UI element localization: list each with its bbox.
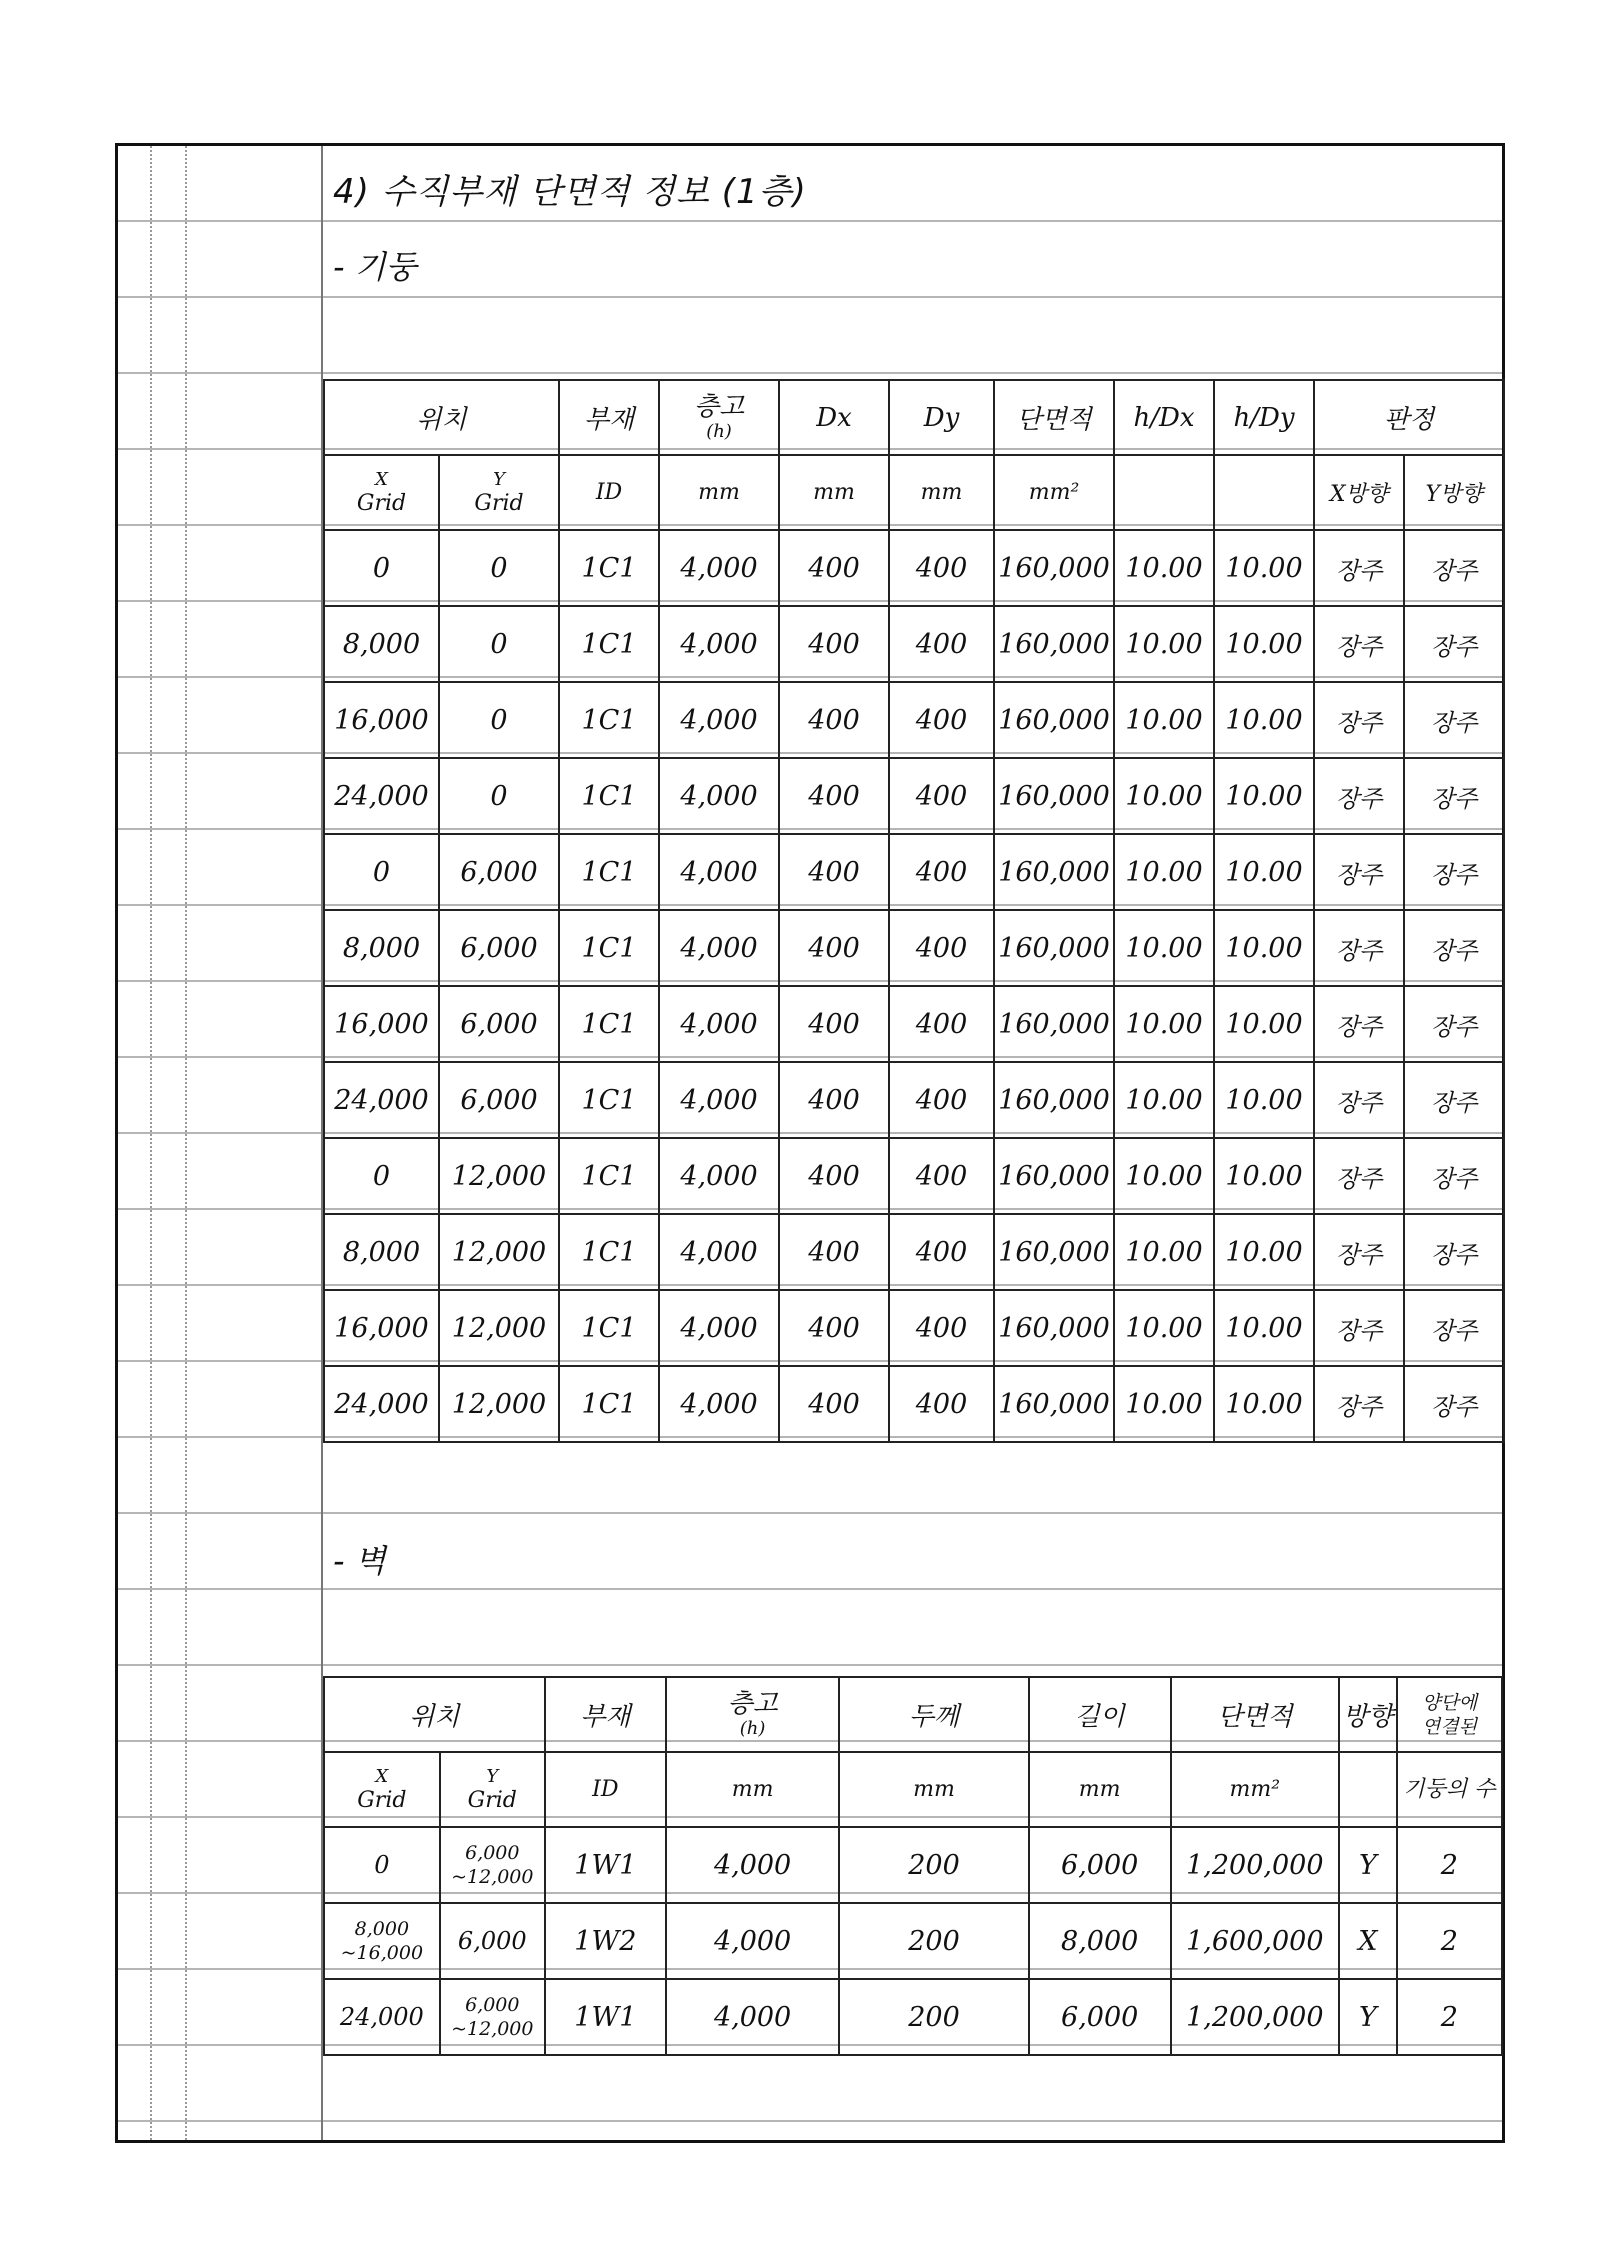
subheader-y-grid xyxy=(439,455,559,530)
cell-area: 160,000 xyxy=(994,530,1114,606)
cell-y: 12,000 xyxy=(439,1366,559,1442)
cell-id: 1C1 xyxy=(559,986,659,1062)
cell-hdy: 10.00 xyxy=(1214,834,1314,910)
cell-hdx: 10.00 xyxy=(1114,682,1214,758)
cell-x-end: ~16,000 xyxy=(340,1942,424,1964)
subheader-area-unit: mm² xyxy=(994,455,1114,530)
cell-dy: 400 xyxy=(889,606,994,682)
cell-dy: 400 xyxy=(889,530,994,606)
cell-x: 16,000 xyxy=(324,1290,439,1366)
cell-n: 2 xyxy=(1397,1979,1502,2055)
header-member: 부재 xyxy=(559,380,659,455)
cell-y-end: ~12,000 xyxy=(451,2018,534,2040)
cell-hdx: 10.00 xyxy=(1114,1290,1214,1366)
wall-header-length: 길이 xyxy=(1029,1677,1171,1752)
subheader-blank xyxy=(1114,455,1214,530)
wall-subheader-id: ID xyxy=(545,1752,666,1827)
cell-dx: 400 xyxy=(779,910,889,986)
wall-subheader-t-unit: mm xyxy=(839,1752,1028,1827)
subheader-x-grid-label: Grid xyxy=(356,491,407,516)
header-h-dx: h/Dx xyxy=(1114,380,1214,455)
cell-hdx: 10.00 xyxy=(1114,986,1214,1062)
cell-x: 24,000 xyxy=(324,1366,439,1442)
cell-x: 8,000 xyxy=(324,606,439,682)
header-dx: Dx xyxy=(779,380,889,455)
cell-h: 4,000 xyxy=(659,834,779,910)
cell-y: 6,000 xyxy=(439,910,559,986)
cell-jy: 장주 xyxy=(1404,986,1504,1062)
section-title: 4) 수직부재 단면적 정보 (1층) xyxy=(333,172,807,212)
cell-dy: 400 xyxy=(889,758,994,834)
cell-jy: 장주 xyxy=(1404,530,1504,606)
cell-x: 8,000 xyxy=(324,1214,439,1290)
cell-jx: 장주 xyxy=(1314,530,1404,606)
table-row xyxy=(324,1827,1502,1903)
cell-x: 0 xyxy=(324,530,439,606)
cell-id: 1W2 xyxy=(545,1903,666,1979)
margin-line xyxy=(150,146,152,2140)
cell-dy: 400 xyxy=(889,1138,994,1214)
header-height-sub: (h) xyxy=(706,420,732,442)
cell-x: 16,000 xyxy=(324,682,439,758)
cell-hdx: 10.00 xyxy=(1114,606,1214,682)
cell-x-start: 8,000 xyxy=(354,1918,410,1940)
cell-y: 0 xyxy=(439,606,559,682)
cell-jy: 장주 xyxy=(1404,1290,1504,1366)
cell-area: 1,200,000 xyxy=(1171,1979,1339,2055)
cell-hdy: 10.00 xyxy=(1214,1214,1314,1290)
cell-dx: 400 xyxy=(779,530,889,606)
cell-x: 24,000 xyxy=(324,1062,439,1138)
cell-hdy: 10.00 xyxy=(1214,986,1314,1062)
wall-subheader-y-grid-label: Grid xyxy=(467,1788,517,1813)
cell-jx: 장주 xyxy=(1314,1366,1404,1442)
wall-subheader-blank xyxy=(1339,1752,1397,1827)
table-row xyxy=(324,1214,1504,1290)
cell-area: 160,000 xyxy=(994,606,1114,682)
cell-h: 4,000 xyxy=(659,1062,779,1138)
cell-t: 200 xyxy=(839,1903,1028,1979)
cell-jy: 장주 xyxy=(1404,682,1504,758)
wall-table xyxy=(323,1676,1503,2056)
cell-jx: 장주 xyxy=(1314,834,1404,910)
subheader-x: X xyxy=(375,469,388,490)
cell-jy: 장주 xyxy=(1404,1138,1504,1214)
cell-jy: 장주 xyxy=(1404,1062,1504,1138)
cell-dy: 400 xyxy=(889,910,994,986)
cell-jx: 장주 xyxy=(1314,910,1404,986)
cell-hdx: 10.00 xyxy=(1114,530,1214,606)
cell-dy: 400 xyxy=(889,1062,994,1138)
cell-x: 0 xyxy=(324,1138,439,1214)
cell-x: 0 xyxy=(324,834,439,910)
cell-jy: 장주 xyxy=(1404,834,1504,910)
cell-area: 160,000 xyxy=(994,986,1114,1062)
cell-id: 1C1 xyxy=(559,834,659,910)
cell-hdx: 10.00 xyxy=(1114,910,1214,986)
cell-jx: 장주 xyxy=(1314,1062,1404,1138)
header-position: 위치 xyxy=(324,380,559,455)
wall-header-ends-2: 연결된 xyxy=(1421,1715,1477,1738)
cell-dx: 400 xyxy=(779,1214,889,1290)
table-row xyxy=(324,1366,1504,1442)
wall-subheader-y-grid xyxy=(440,1752,545,1827)
cell-h: 4,000 xyxy=(666,1903,840,1979)
table-row xyxy=(324,1290,1504,1366)
cell-id: 1C1 xyxy=(559,910,659,986)
header-judgement: 판정 xyxy=(1314,380,1504,455)
cell-area: 160,000 xyxy=(994,910,1114,986)
cell-area: 160,000 xyxy=(994,1138,1114,1214)
wall-header-height xyxy=(666,1677,840,1752)
subheader-x-grid xyxy=(324,455,439,530)
cell-h: 4,000 xyxy=(659,910,779,986)
cell-hdy: 10.00 xyxy=(1214,1366,1314,1442)
cell-h: 4,000 xyxy=(659,986,779,1062)
cell-y: 6,000 xyxy=(439,1062,559,1138)
cell-dy: 400 xyxy=(889,986,994,1062)
cell-y: 6,000 xyxy=(440,1903,545,1979)
wall-header-position: 위치 xyxy=(324,1677,545,1752)
cell-hdx: 10.00 xyxy=(1114,1062,1214,1138)
subheader-id: ID xyxy=(559,455,659,530)
cell-l: 8,000 xyxy=(1029,1903,1171,1979)
cell-n: 2 xyxy=(1397,1903,1502,1979)
cell-l: 6,000 xyxy=(1029,1827,1171,1903)
cell-dy: 400 xyxy=(889,1290,994,1366)
cell-dx: 400 xyxy=(779,758,889,834)
cell-y: 0 xyxy=(439,758,559,834)
table-row xyxy=(324,606,1504,682)
cell-l: 6,000 xyxy=(1029,1979,1171,2055)
cell-hdy: 10.00 xyxy=(1214,606,1314,682)
table-row xyxy=(324,986,1504,1062)
wall-section-label: - 벽 xyxy=(333,1542,386,1580)
wall-header-area: 단면적 xyxy=(1171,1677,1339,1752)
wall-header-direction: 방향 xyxy=(1339,1677,1397,1752)
cell-h: 4,000 xyxy=(659,530,779,606)
table-row xyxy=(324,682,1504,758)
cell-x: 16,000 xyxy=(324,986,439,1062)
cell-jx: 장주 xyxy=(1314,1290,1404,1366)
cell-id: 1W1 xyxy=(545,1827,666,1903)
table-row xyxy=(324,1062,1504,1138)
wall-header-ends xyxy=(1397,1677,1502,1752)
cell-id: 1C1 xyxy=(559,1290,659,1366)
cell-jx: 장주 xyxy=(1314,758,1404,834)
cell-dx: 400 xyxy=(779,834,889,910)
cell-n: 2 xyxy=(1397,1827,1502,1903)
subheader-x-dir: X방향 xyxy=(1314,455,1404,530)
header-height xyxy=(659,380,779,455)
header-h-dy: h/Dy xyxy=(1214,380,1314,455)
subheader-y-dir: Y방향 xyxy=(1404,455,1504,530)
cell-hdy: 10.00 xyxy=(1214,910,1314,986)
cell-id: 1C1 xyxy=(559,530,659,606)
wall-subheader-x-grid xyxy=(324,1752,440,1827)
cell-hdy: 10.00 xyxy=(1214,1138,1314,1214)
wall-header-height-label: 층고 xyxy=(727,1688,778,1719)
table-row xyxy=(324,530,1504,606)
wall-subheader-y: Y xyxy=(486,1766,499,1787)
cell-h: 4,000 xyxy=(666,1827,840,1903)
table-row xyxy=(324,1903,1502,1979)
cell-dy: 400 xyxy=(889,1214,994,1290)
cell-dx: 400 xyxy=(779,1062,889,1138)
cell-h: 4,000 xyxy=(659,758,779,834)
wall-subheader-x-grid-label: Grid xyxy=(357,1788,407,1813)
cell-h: 4,000 xyxy=(666,1979,840,2055)
grid-paper-sheet xyxy=(115,143,1505,2143)
cell-id: 1C1 xyxy=(559,1062,659,1138)
cell-y: 12,000 xyxy=(439,1290,559,1366)
cell-t: 200 xyxy=(839,1827,1028,1903)
cell-dx: 400 xyxy=(779,1366,889,1442)
cell-y xyxy=(440,1979,545,2055)
cell-x: 8,000 xyxy=(324,910,439,986)
header-height-label: 층고 xyxy=(693,391,745,422)
cell-y-start: 6,000 xyxy=(465,1842,520,1864)
cell-y: 12,000 xyxy=(439,1214,559,1290)
cell-area: 1,600,000 xyxy=(1171,1903,1339,1979)
cell-area: 160,000 xyxy=(994,1214,1114,1290)
cell-jx: 장주 xyxy=(1314,606,1404,682)
wall-header-thickness: 두께 xyxy=(839,1677,1028,1752)
subheader-dx-unit: mm xyxy=(779,455,889,530)
cell-hdx: 10.00 xyxy=(1114,1138,1214,1214)
cell-dx: 400 xyxy=(779,1138,889,1214)
cell-hdx: 10.00 xyxy=(1114,758,1214,834)
wall-subheader-area-unit: mm² xyxy=(1171,1752,1339,1827)
wall-header-height-sub: (h) xyxy=(739,1717,766,1739)
cell-h: 4,000 xyxy=(659,1290,779,1366)
wall-header-member: 부재 xyxy=(545,1677,666,1752)
cell-hdy: 10.00 xyxy=(1214,758,1314,834)
cell-hdy: 10.00 xyxy=(1214,682,1314,758)
cell-y xyxy=(440,1827,545,1903)
cell-area: 160,000 xyxy=(994,682,1114,758)
header-area: 단면적 xyxy=(994,380,1114,455)
cell-y: 0 xyxy=(439,682,559,758)
cell-hdy: 10.00 xyxy=(1214,1290,1314,1366)
cell-x: 0 xyxy=(324,1827,440,1903)
cell-h: 4,000 xyxy=(659,1214,779,1290)
cell-x xyxy=(324,1903,440,1979)
margin-line xyxy=(185,146,187,2140)
cell-y: 6,000 xyxy=(439,834,559,910)
column-table xyxy=(323,379,1505,1443)
cell-dx: 400 xyxy=(779,1290,889,1366)
header-dy: Dy xyxy=(889,380,994,455)
cell-id: 1C1 xyxy=(559,1214,659,1290)
cell-jx: 장주 xyxy=(1314,986,1404,1062)
cell-x: 24,000 xyxy=(324,1979,440,2055)
subheader-dy-unit: mm xyxy=(889,455,994,530)
cell-dy: 400 xyxy=(889,1366,994,1442)
subheader-y: Y xyxy=(493,469,505,490)
cell-dx: 400 xyxy=(779,986,889,1062)
cell-jy: 장주 xyxy=(1404,606,1504,682)
cell-y-start: 6,000 xyxy=(465,1994,520,2016)
cell-dx: 400 xyxy=(779,606,889,682)
cell-y: 0 xyxy=(439,530,559,606)
cell-y-end: ~12,000 xyxy=(451,1866,534,1888)
cell-jx: 장주 xyxy=(1314,1214,1404,1290)
cell-area: 160,000 xyxy=(994,758,1114,834)
cell-jx: 장주 xyxy=(1314,1138,1404,1214)
cell-y: 12,000 xyxy=(439,1138,559,1214)
table-row xyxy=(324,758,1504,834)
cell-area: 160,000 xyxy=(994,1062,1114,1138)
cell-dx: 400 xyxy=(779,682,889,758)
table-row xyxy=(324,910,1504,986)
cell-jx: 장주 xyxy=(1314,682,1404,758)
cell-hdx: 10.00 xyxy=(1114,1214,1214,1290)
cell-id: 1C1 xyxy=(559,1138,659,1214)
subheader-blank xyxy=(1214,455,1314,530)
cell-area: 160,000 xyxy=(994,1290,1114,1366)
cell-area: 160,000 xyxy=(994,1366,1114,1442)
wall-subheader-l-unit: mm xyxy=(1029,1752,1171,1827)
cell-area: 160,000 xyxy=(994,834,1114,910)
cell-jy: 장주 xyxy=(1404,758,1504,834)
wall-subheader-h-unit: mm xyxy=(666,1752,840,1827)
cell-dy: 400 xyxy=(889,834,994,910)
cell-id: 1C1 xyxy=(559,682,659,758)
cell-h: 4,000 xyxy=(659,1138,779,1214)
cell-dy: 400 xyxy=(889,682,994,758)
cell-dir: X xyxy=(1339,1903,1397,1979)
cell-y: 6,000 xyxy=(439,986,559,1062)
cell-jy: 장주 xyxy=(1404,910,1504,986)
cell-hdx: 10.00 xyxy=(1114,1366,1214,1442)
cell-dir: Y xyxy=(1339,1827,1397,1903)
table-row xyxy=(324,1138,1504,1214)
wall-header-ends-1: 양단에 xyxy=(1421,1691,1477,1714)
cell-id: 1C1 xyxy=(559,758,659,834)
subheader-y-grid-label: Grid xyxy=(474,491,524,516)
cell-dir: Y xyxy=(1339,1979,1397,2055)
cell-h: 4,000 xyxy=(659,606,779,682)
cell-id: 1C1 xyxy=(559,1366,659,1442)
cell-x: 24,000 xyxy=(324,758,439,834)
cell-id: 1C1 xyxy=(559,606,659,682)
wall-subheader-x: X xyxy=(375,1766,389,1787)
cell-jy: 장주 xyxy=(1404,1366,1504,1442)
cell-id: 1W1 xyxy=(545,1979,666,2055)
cell-t: 200 xyxy=(839,1979,1028,2055)
cell-jy: 장주 xyxy=(1404,1214,1504,1290)
table-row xyxy=(324,1979,1502,2055)
cell-hdy: 10.00 xyxy=(1214,530,1314,606)
cell-h: 4,000 xyxy=(659,682,779,758)
cell-h: 4,000 xyxy=(659,1366,779,1442)
wall-subheader-ends-3: 기둥의 수 xyxy=(1397,1752,1502,1827)
table-row xyxy=(324,834,1504,910)
cell-area: 1,200,000 xyxy=(1171,1827,1339,1903)
cell-hdy: 10.00 xyxy=(1214,1062,1314,1138)
subheader-h-unit: mm xyxy=(659,455,779,530)
cell-hdx: 10.00 xyxy=(1114,834,1214,910)
column-section-label: - 기둥 xyxy=(333,248,417,286)
